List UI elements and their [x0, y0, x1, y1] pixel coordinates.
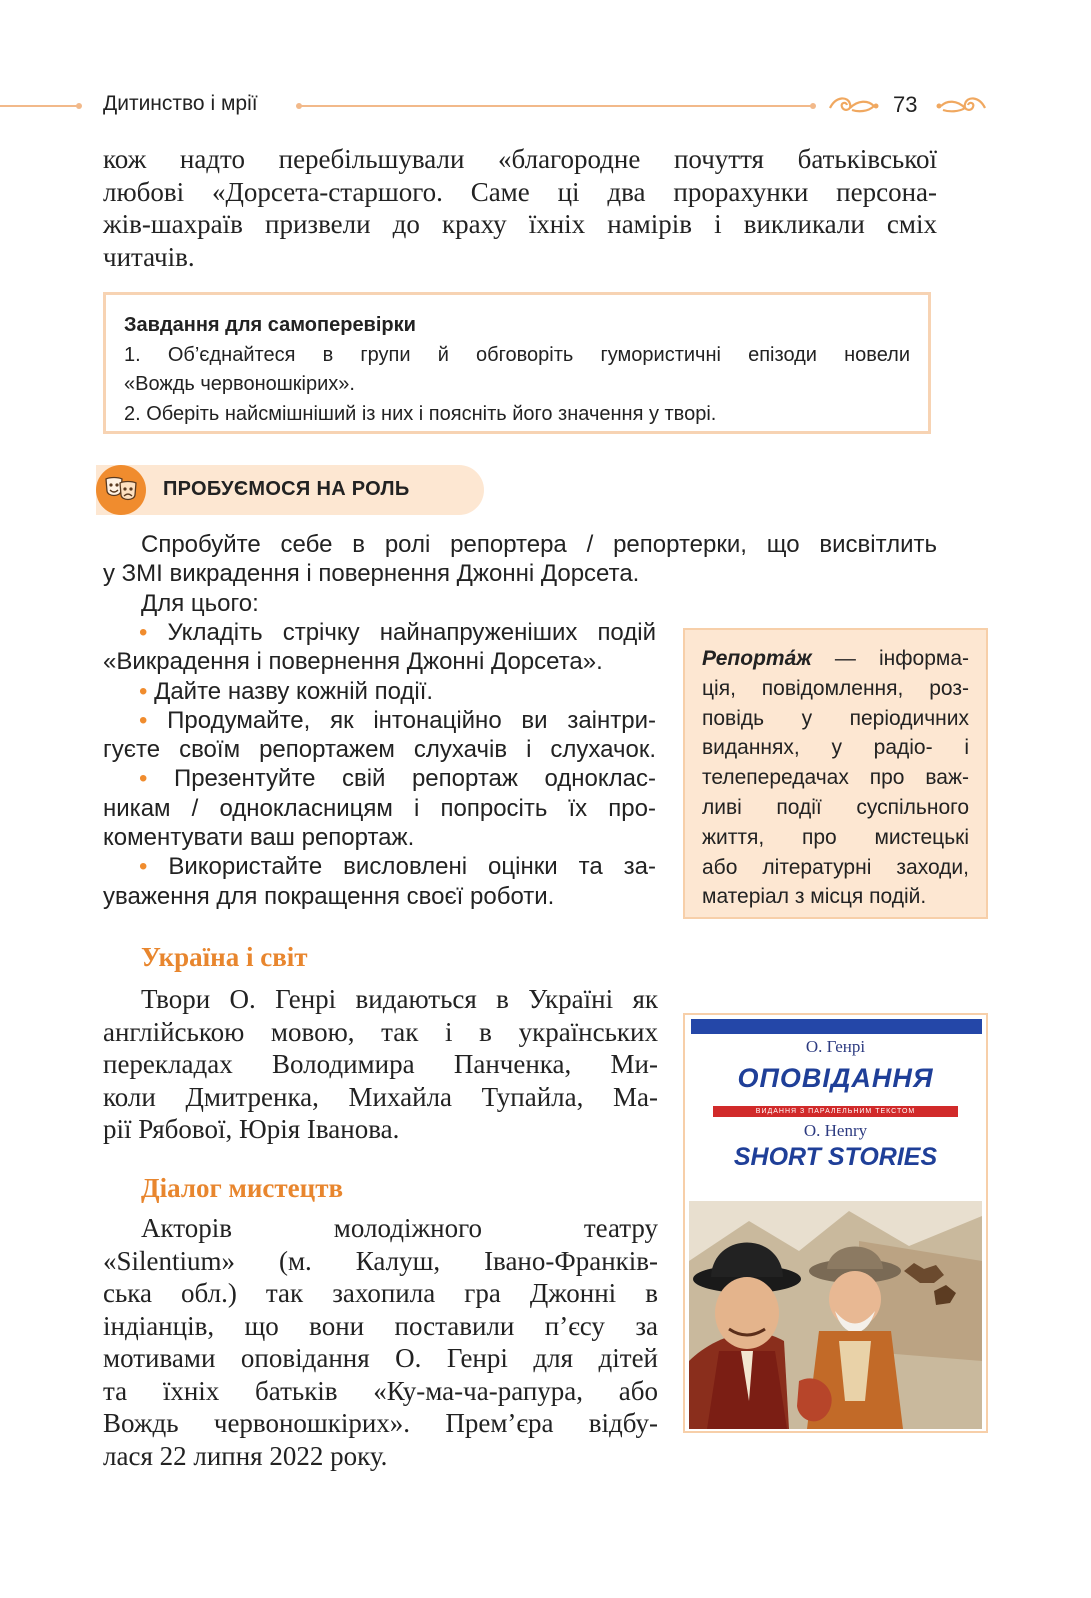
- text-line: мотивами оповідання О. Генрі для дітей: [103, 1343, 658, 1373]
- cover-title-en: SHORT STORIES: [733, 1143, 938, 1171]
- header-dot: [810, 103, 816, 109]
- dialog-arts-heading: Діалог мистецтв: [141, 1173, 344, 1203]
- definition-line: Репорта́ж — інформа-: [702, 647, 969, 670]
- definition-line: телепередачах про важ-: [702, 766, 969, 790]
- definition-line: або літературні заходи,: [702, 855, 969, 879]
- text-line: лася 22 липня 2022 року.: [103, 1440, 388, 1471]
- bullet-line: «Викрадення і повернення Джонні Дорсета».: [103, 648, 603, 676]
- self-check-line: «Вождь червоношкірих».: [124, 373, 355, 395]
- text-line: любові «Дорсета-старшого. Саме ці два прорахунки персона-: [103, 176, 937, 207]
- role-bullets: [103, 618, 656, 911]
- text-line: кож надто перебільшували «благородне почуття батьківської: [103, 144, 937, 174]
- self-check-box: [103, 292, 931, 434]
- bullet-icon: •: [139, 853, 148, 881]
- self-check-title: Завдання для самоперевірки: [124, 314, 416, 336]
- bullet-line: • Дайте назву кожній події.: [139, 677, 434, 705]
- text-line: жів-шахраїв призвели до краху їхніх намірів і викликали сміх: [103, 209, 937, 239]
- text-line: перекладах Володимира Панченка, Ми-: [103, 1049, 658, 1079]
- definition-line: ція, повідомлення, роз-: [702, 676, 969, 700]
- cover-title-ua: ОПОВІДАННЯ: [737, 1063, 934, 1093]
- header-rule-left: [0, 105, 78, 107]
- definition-line: виданнях, у радіо- і: [702, 736, 969, 760]
- cover-author-en: O. Henry: [803, 1121, 868, 1140]
- role-section-title: ПРОБУЄМОСЯ НА РОЛЬ: [163, 478, 410, 500]
- ornament-left-icon: [828, 90, 880, 120]
- intro-paragraph: [103, 143, 937, 273]
- definition-line: повідь у періодичних: [702, 706, 969, 730]
- definition-line: ливі події суспільного: [702, 795, 969, 819]
- text-line: Спробуйте себе в ролі репортера / репортерки, що висвітлить: [141, 531, 937, 558]
- ukraine-world-paragraph: [103, 983, 658, 1146]
- page-number: 73: [893, 92, 918, 117]
- ukraine-world-heading: Україна і світ: [141, 942, 308, 972]
- cover-illustration: [689, 1201, 982, 1429]
- bullet-icon: •: [139, 677, 148, 705]
- text-line: Твори О. Генрі видаються в Україні як: [141, 984, 658, 1014]
- text-line: рії Рябової, Юрія Іванова.: [103, 1114, 400, 1144]
- header-dot: [76, 103, 82, 109]
- ornament-right-icon: [935, 90, 989, 120]
- bullet-icon: •: [139, 706, 148, 734]
- text-line: англійською мовою, так і в українських: [103, 1016, 658, 1047]
- text-line: Акторів молодіжного театру: [141, 1213, 658, 1243]
- bullet-line: никам / однокласницям і попросіть їх про-: [103, 794, 656, 822]
- definition-line: життя, про мистецькі: [702, 825, 969, 849]
- text-line: індіанців, що вони поставили п’єсу за: [103, 1310, 658, 1341]
- bullet-line: уваження для покращення своєї роботи.: [103, 882, 555, 910]
- cover-blue-band: [691, 1019, 982, 1034]
- cover-author-ua: О. Генрі: [805, 1037, 866, 1056]
- role-intro: [103, 530, 937, 618]
- bullet-icon: •: [139, 765, 148, 793]
- definition-term: Репорта́ж: [702, 647, 812, 670]
- self-check-line: 1. Об’єднайтеся в групи й обговоріть гумористичні епізоди новели: [124, 343, 910, 366]
- chapter-title: Дитинство і мрії: [103, 92, 258, 115]
- bullet-line: • Використайте висловлені оцінки та за-: [139, 853, 656, 881]
- bullet-line: • Презентуйте свій репортаж одноклас-: [139, 765, 656, 793]
- text-line: читачів.: [103, 241, 195, 272]
- bullet-icon: •: [139, 619, 148, 646]
- text-line: та їхніх батьків «Ку-ма-ча-рапура, або: [103, 1375, 658, 1406]
- dialog-arts-paragraph: [103, 1212, 658, 1472]
- header-rule-mid: [300, 105, 812, 107]
- bullet-line: гуєте своїм репортажем слухачів і слухачок.: [103, 736, 656, 764]
- definition-line: матеріал з місця подій.: [702, 885, 927, 909]
- text-line: коли Дмитренка, Михайла Тупайла, Ма-: [103, 1081, 658, 1112]
- bullet-line: • Укладіть стрічку найнапруженіших подій: [139, 619, 656, 646]
- text-line: ська обл.) так захопила гра Джонні в: [103, 1278, 658, 1308]
- definition-box: [683, 628, 988, 919]
- cover-red-band: ВИДАННЯ З ПАРАЛЕЛЬНИМ ТЕКСТОМ: [713, 1106, 958, 1117]
- text-line: «Silentium» (м. Калуш, Івано-Франків-: [103, 1245, 658, 1276]
- self-check-line: 2. Оберіть найсмішніший із них і поясніть його значення у творі.: [124, 402, 717, 425]
- theater-masks-icon: [96, 465, 146, 515]
- text-line: Для цього:: [141, 589, 259, 617]
- text-line: у ЗМІ викрадення і повернення Джонні Дорсета.: [103, 560, 640, 588]
- bullet-line: коментувати ваш репортаж.: [103, 824, 415, 852]
- text-line: Вождь червоношкірих». Прем’єра відбу-: [103, 1408, 658, 1438]
- bullet-line: • Продумайте, як інтонаційно ви заінтри-: [139, 706, 656, 734]
- book-cover-image: [683, 1013, 988, 1433]
